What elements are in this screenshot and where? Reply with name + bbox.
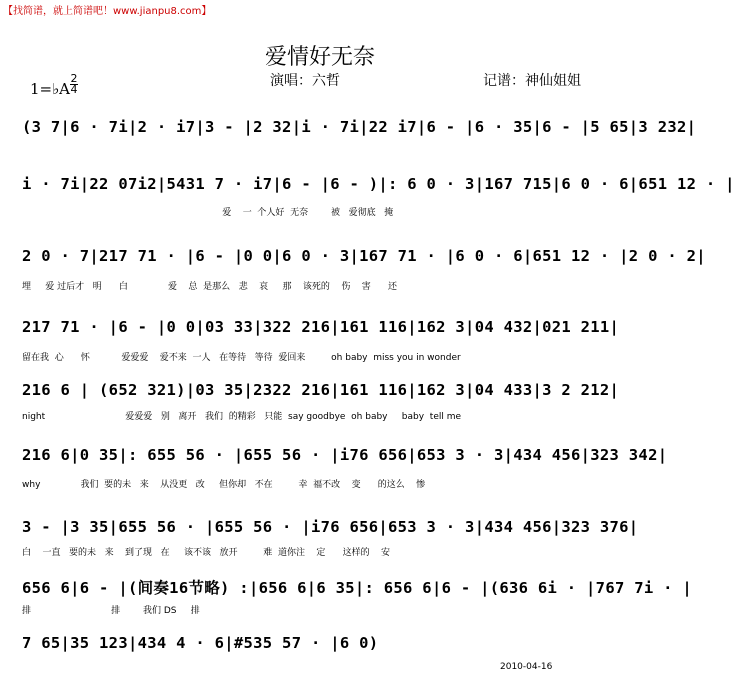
notation-row: 216 6|0 35|: 655 56 · |655 56 · |i76 656|653 3 · 3|434 456|323 342|: [22, 446, 668, 464]
lyric-row: why 我们 要的未 来 从没更 改 但你却 不在 幸 福不改 变 的这么 惨: [22, 480, 426, 490]
notation-row: 216 6 | (652 321)|03 35|2322 216|161 116|162 3|04 433|3 2 212|: [22, 381, 620, 399]
singer-credit: 演唱：六哲: [270, 73, 340, 89]
notation-row: (3 7|6 · 7i|2 · i7|3 - |2 32|i · 7i|22 i7|6 - |6 · 35|6 - |5 65|3 232|: [22, 118, 697, 136]
key-signature: 1=♭A: [30, 80, 71, 98]
notation-row: 3 - |3 35|655 56 · |655 56 · |i76 656|653 3 · 3|434 456|323 376|: [22, 518, 639, 536]
time-signature: [70, 74, 78, 95]
date-stamp: 2010-04-16: [500, 662, 553, 672]
lyric-row: night 爱爱爱 别 离开 我们 的精彩 只能 say goodbye oh baby baby tell me: [22, 412, 462, 422]
lyric-row: 留在我 心 怀 爱爱爱 爱不来 一人 在等待 等待 爱回来 oh baby miss you in wonder: [22, 353, 461, 363]
notation-row: i · 7i|22 07i2|5431 7 · i7|6 - |6 - )|: 6 0 · 3|167 715|6 0 · 6|651 12 · |: [22, 175, 735, 193]
transcriber-credit: 记谱：神仙姐姐: [483, 73, 581, 89]
notation-row: 7 65|35 123|434 4 · 6|#535 57 · |6 0): [22, 634, 379, 652]
song-title: 爱情好无奈: [264, 45, 375, 70]
lyric-row: 白 一直 要的未 来 到了现 在 该不该 放开 难 道你注 定 这样的 安: [22, 548, 391, 558]
notation-row: 217 71 · |6 - |0 0|03 33|322 216|161 116|162 3|04 432|021 211|: [22, 318, 620, 336]
lyric-row: 埋 爱 过后才 明 白 爱 总 是那么 悲 哀 那 该死的 伤 害 还: [22, 282, 397, 292]
time-signature-bottom: 4: [70, 83, 78, 96]
time-signature-top: 2: [70, 72, 78, 85]
site-banner[interactable]: 【找简谱，就上简谱吧！www.jianpu8.com】: [3, 6, 212, 17]
lyric-row: 爱 一 个人好 无奈 被 爱彻底 掩: [22, 208, 394, 218]
notation-row: 2 0 · 7|217 71 · |6 - |0 0|6 0 · 3|167 71 · |6 0 · 6|651 12 · |2 0 · 2|: [22, 247, 706, 265]
lyric-row: 排 排 我们 DS 排: [22, 606, 200, 616]
notation-row: 656 6|6 - |(间奏16节略) :|656 6|6 35|: 656 6|6 - |(636 6i · |767 7i · |: [22, 579, 693, 597]
